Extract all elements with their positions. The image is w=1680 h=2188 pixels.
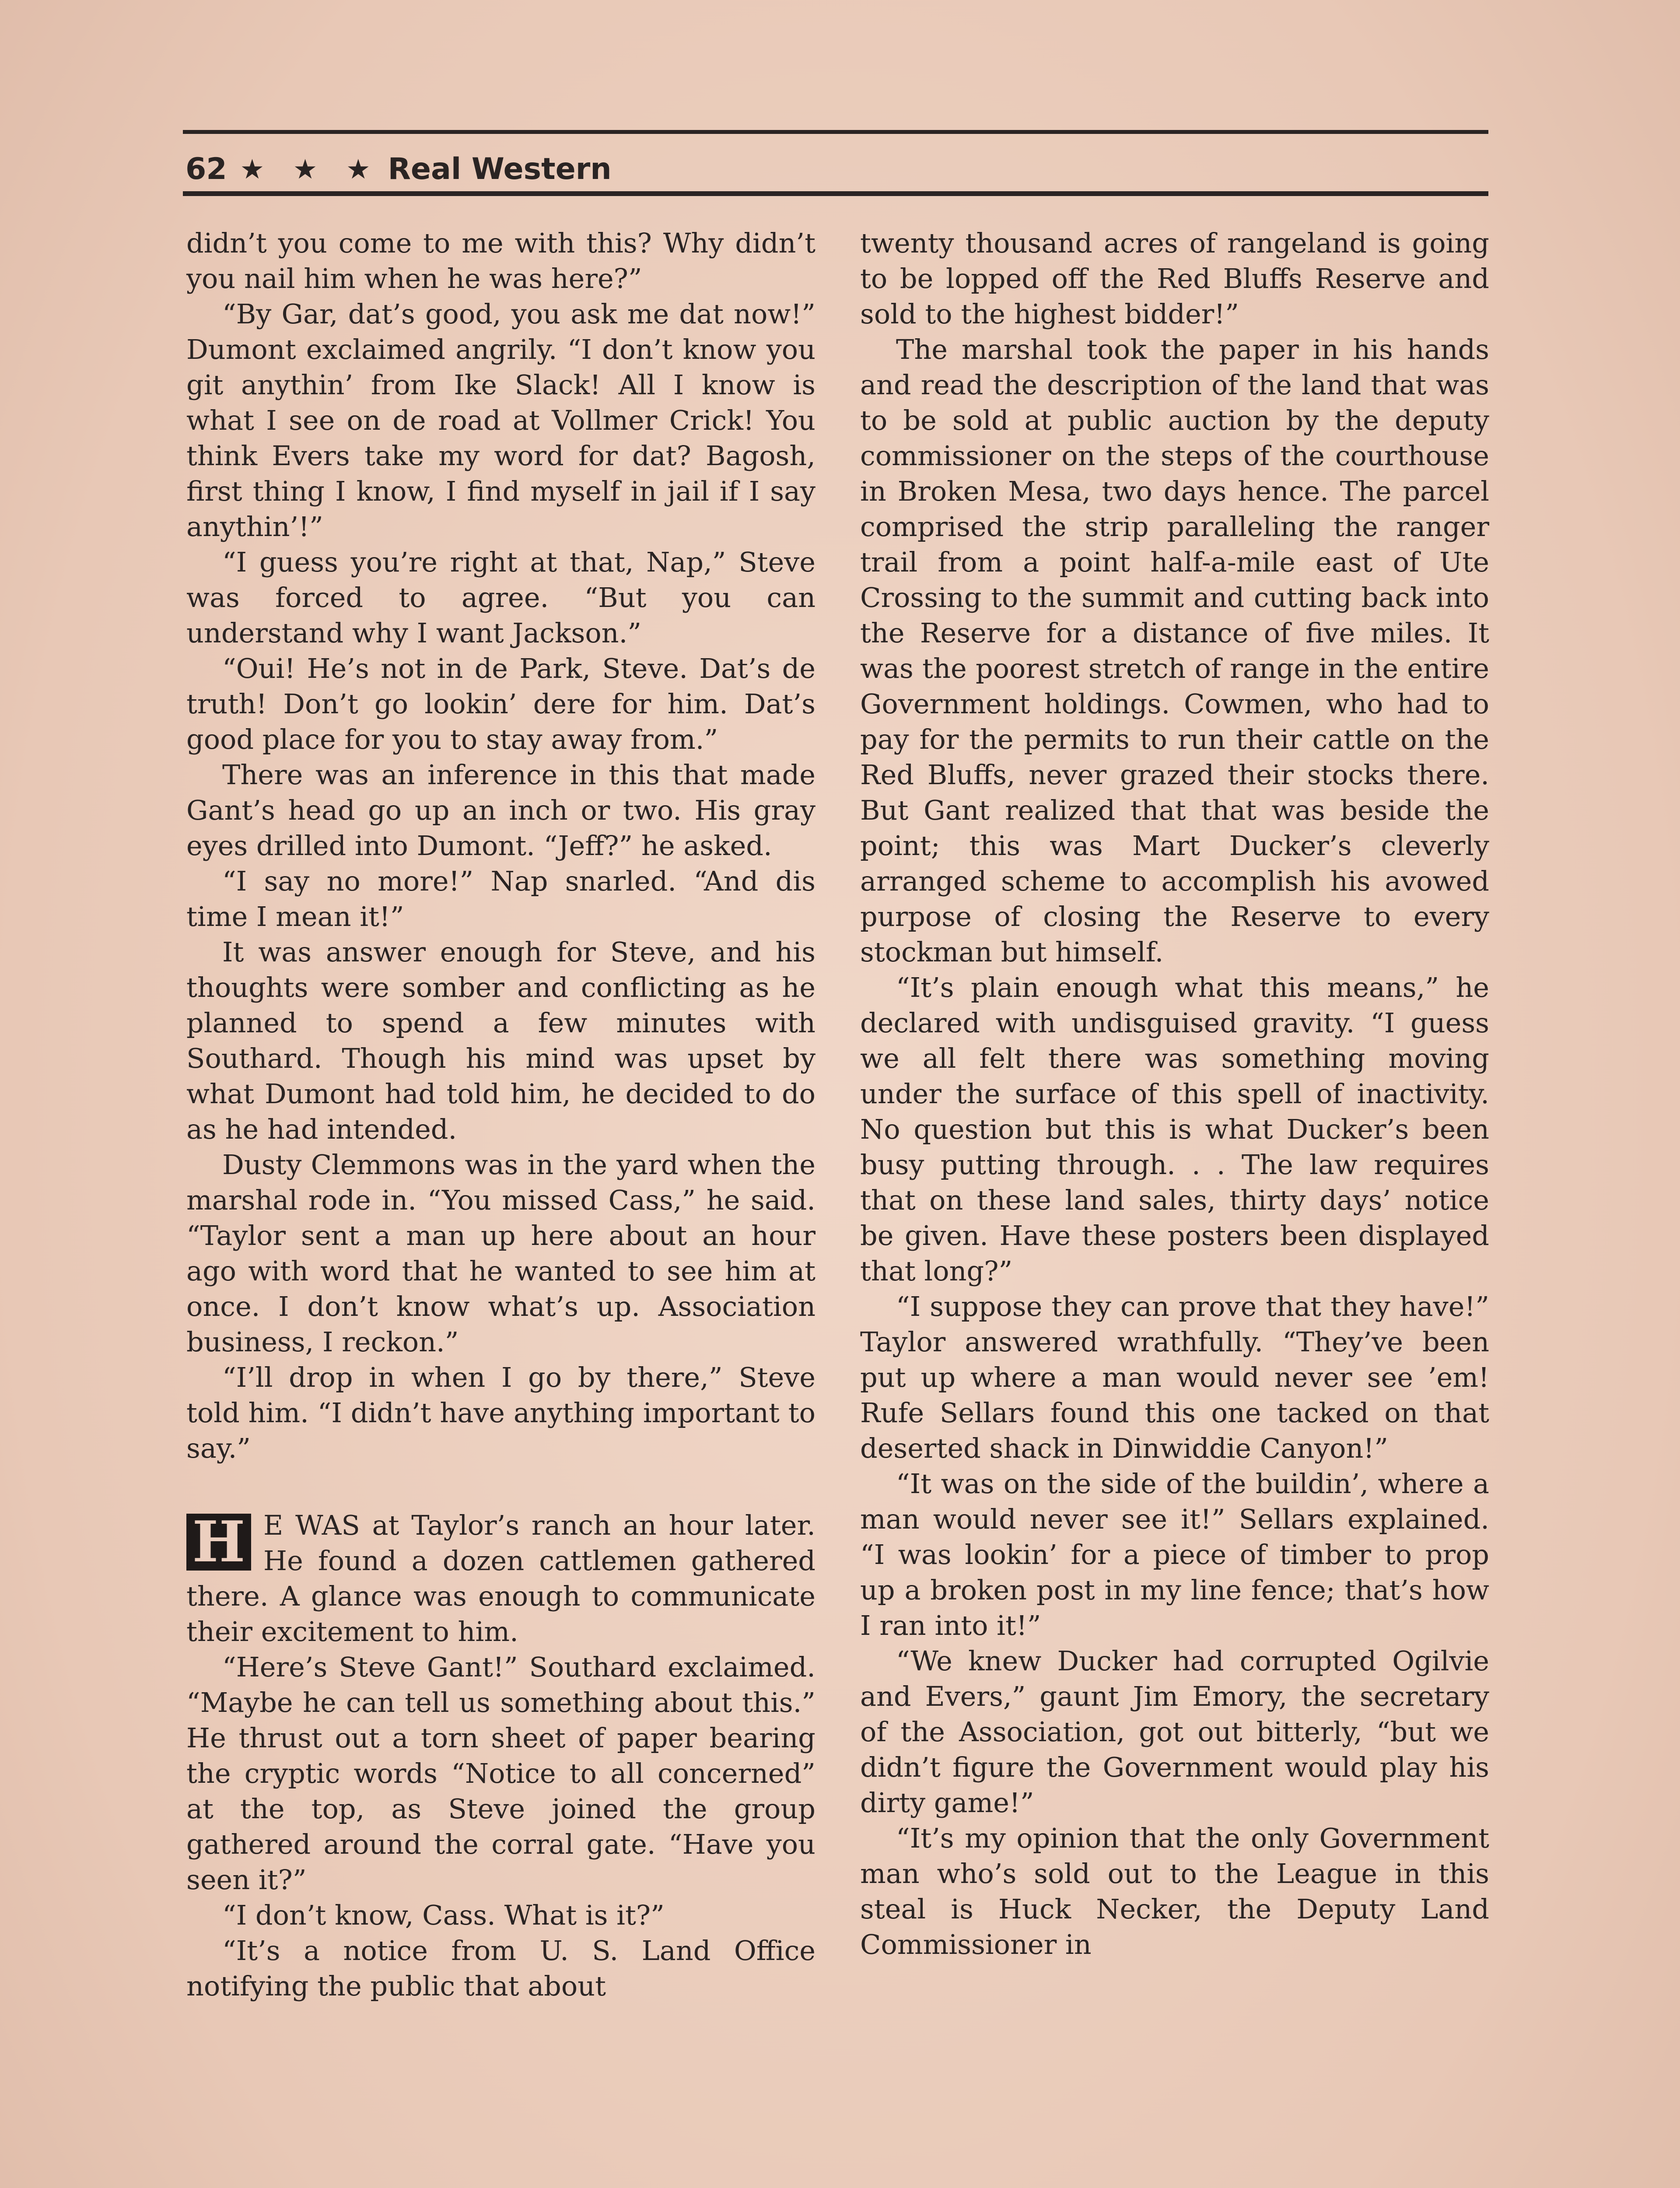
running-header [186,150,612,189]
paragraph: “I say no more!” Nap snarled. “And dis time I mean it!” [186,865,816,933]
paragraph: “It’s plain enough what this means,” he declared with undisguised gravity. “I guess we all felt there was something moving under the surface of this spell of inactivity. No question but this is what Ducker’s been busy putting through. . . The law requires that on these land sales, thirty days’ notice be given. Have these posters been displayed that long?” [860,971,1489,1287]
paragraph: “Here’s Steve Gant!” Southard exclaimed. “Maybe he can tell us something about this.” He thrust out a torn sheet of paper bearing the cryptic words “Notice to all concerned” at the top, as Steve joined the group gathered around the corral gate. “Have you seen it?” [186,1651,816,1896]
page-number: 62 [186,152,227,186]
paragraph: didn’t you come to me with this? Why didn’t you nail him when he was here?” [186,227,816,295]
paragraph: “I’ll drop in when I go by there,” Steve told him. “I didn’t have anything important to say.” [186,1361,816,1464]
paragraph: “Oui! He’s not in de Park, Steve. Dat’s de truth! Don’t go lookin’ dere for him. Dat’s good place for you to stay away from.” [186,652,816,755]
lead-caps: E WAS [263,1509,360,1541]
section-opening-text: at Taylor’s ranch an hour later. He found a dozen cattlemen gathered there. A glance was enough to communicate their excitement to him. [186,1509,816,1648]
left-column [186,225,816,2004]
paragraph: The marshal took the paper in his hands and read the description of the land that was to be sold at public auction by the deputy commissioner on the steps of the courthouse in Broken Mesa, two days hence. The parcel comprised the strip paralleling the ranger trail from a point half-a-mile east of Ute Crossing to the summit and cutting back into the Reserve for a distance of five miles. It was the poorest stretch of range in the entire Government holdings. Cowmen, who had to pay for the permits to run their cattle on the Red Bluffs, never grazed their stocks there. But Gant realized that that was beside the point; this was Mart Ducker’s cleverly arranged scheme to accomplish his avowed purpose of closing the Reserve to every stockman but himself. [860,333,1489,968]
section-opening-paragraph [186,1508,816,1649]
paragraph: twenty thousand acres of rangeland is going to be lopped off the Red Bluffs Reserve and sold to the highest bidder!” [860,227,1489,330]
top-rule [183,130,1488,134]
paragraph: “We knew Ducker had corrupted Ogilvie and Evers,” gaunt Jim Emory, the secretary of the Association, got out bitterly, “but we didn’t figure the Government would play his dirty game!” [860,1645,1489,1819]
paragraph: “I guess you’re right at that, Nap,” Steve was forced to agree. “But you can understand why I want Jackson.” [186,546,816,649]
magazine-title: Real Western [388,152,612,186]
paragraph: “I suppose they can prove that they have!” Taylor answered wrathfully. “They’ve been put up where a man would never see ’em! Rufe Sellars found this one tacked on that deserted shack in Dinwiddie Canyon!” [860,1290,1489,1464]
paragraph: It was answer enough for Steve, and his thoughts were somber and conflicting as he planned to spend a few minutes with Southard. Though his mind was upset by what Dumont had told him, he decided to do as he had intended. [186,936,816,1145]
header-rule [183,191,1488,196]
paragraph: “It’s my opinion that the only Government man who’s sold out to the League in this steal is Huck Necker, the Deputy Land Commissioner in [860,1822,1489,1960]
paragraph: Dusty Clemmons was in the yard when the marshal rode in. “You missed Cass,” he said. “Taylor sent a man up here about an hour ago with word that he wanted to see him at once. I don’t know what’s up. Association business, I reckon.” [186,1149,816,1358]
paragraph: “It was on the side of the buildin’, where a man would never see it!” Sellars explained. “I was lookin’ for a piece of timber to prop up a broken post in my line fence; that’s how I ran into it!” [860,1468,1489,1641]
drop-cap: H [186,1514,251,1571]
paragraph: “By Gar, dat’s good, you ask me dat now!” Dumont exclaimed angrily. “I don’t know you git anythin’ from Ike Slack! All I know is what I see on de road at Vollmer Crick! You think Evers take my word for dat? Bagosh, first thing I know, I find myself in jail if I say anythin’!” [186,298,816,543]
right-column [860,225,1489,1962]
paragraph: “I don’t know, Cass. What is it?” [222,1899,665,1931]
star-ornaments: ★ ★ ★ [240,153,380,185]
paragraph: There was an inference in this that made Gant’s head go up an inch or two. His gray eyes drilled into Dumont. “Jeff?” he asked. [186,759,816,862]
paragraph: “It’s a notice from U. S. Land Office notifying the public that about [186,1935,816,2002]
